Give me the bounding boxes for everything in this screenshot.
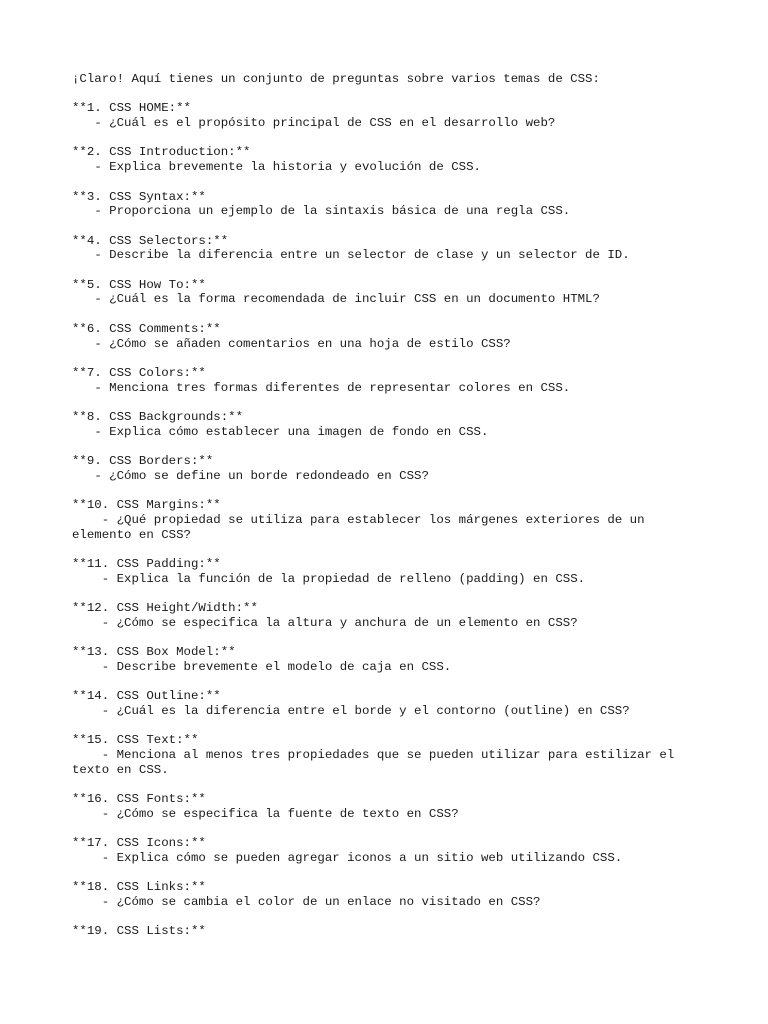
question-title: **16. CSS Fonts:** <box>72 792 206 807</box>
question-list <box>72 101 712 939</box>
question-item <box>72 645 712 674</box>
question-item <box>72 278 712 307</box>
question-item <box>72 145 712 174</box>
question-item <box>72 557 712 586</box>
question-title: **9. CSS Borders:** <box>72 454 214 469</box>
question-item <box>72 689 712 718</box>
question-title: **8. CSS Backgrounds:** <box>72 410 244 425</box>
question-body: - ¿Qué propiedad se utiliza para establecer los márgenes exteriores de un elemento en CSS? <box>72 512 645 542</box>
question-item <box>72 836 712 865</box>
question-body: - Proporciona un ejemplo de la sintaxis básica de una regla CSS. <box>72 204 571 219</box>
question-title: **4. CSS Selectors:** <box>72 233 229 248</box>
question-body: - Describe la diferencia entre un selector de clase y un selector de ID. <box>72 248 630 263</box>
question-title: **17. CSS Icons:** <box>72 836 206 851</box>
question-item <box>72 322 712 351</box>
question-title: **12. CSS Height/Width:** <box>72 601 258 616</box>
question-item <box>72 792 712 821</box>
question-body: - ¿Cuál es la forma recomendada de incluir CSS en un documento HTML? <box>72 292 600 307</box>
question-title: **14. CSS Outline:** <box>72 689 221 704</box>
document-page <box>72 72 712 954</box>
question-title: **15. CSS Text:** <box>72 733 199 748</box>
question-title: **13. CSS Box Model:** <box>72 645 236 660</box>
question-item <box>72 101 712 130</box>
question-title: **19. CSS Lists:** <box>72 924 206 939</box>
question-body: - ¿Cómo se cambia el color de un enlace no visitado en CSS? <box>72 895 541 910</box>
question-title: **11. CSS Padding:** <box>72 557 221 572</box>
question-body: - Menciona al menos tres propiedades que se pueden utilizar para estilizar el texto en CSS. <box>72 748 675 777</box>
question-item <box>72 234 712 263</box>
question-item <box>72 733 712 777</box>
question-item <box>72 190 712 219</box>
question-body: - Explica la función de la propiedad de relleno (padding) en CSS. <box>72 571 586 586</box>
question-item <box>72 880 712 909</box>
question-body: - Explica cómo se pueden agregar iconos a un sitio web utilizando CSS. <box>72 851 623 865</box>
question-body: - ¿Cómo se especifica la altura y anchura de un elemento en CSS? <box>72 615 578 630</box>
question-item <box>72 454 712 483</box>
question-title: **2. CSS Introduction:** <box>72 145 251 160</box>
question-title: **1. CSS HOME:** <box>72 101 191 116</box>
question-title: **3. CSS Syntax:** <box>72 189 206 204</box>
question-body: - ¿Cómo se define un borde redondeado en CSS? <box>72 468 429 483</box>
question-body: - Explica brevemente la historia y evolución de CSS. <box>72 160 481 175</box>
question-title: **10. CSS Margins:** <box>72 498 221 513</box>
question-title: **18. CSS Links:** <box>72 880 206 895</box>
question-item <box>72 498 712 542</box>
question-body: - ¿Cuál es el propósito principal de CSS en el desarrollo web? <box>72 116 556 131</box>
question-body: - ¿Cómo se especifica la fuente de texto en CSS? <box>72 806 459 821</box>
question-item <box>72 601 712 630</box>
question-body: - Menciona tres formas diferentes de representar colores en CSS. <box>72 380 571 395</box>
question-title: **7. CSS Colors:** <box>72 365 206 380</box>
question-item <box>72 410 712 439</box>
question-item <box>72 366 712 395</box>
question-body: - Describe brevemente el modelo de caja en CSS. <box>72 659 452 674</box>
question-title: **5. CSS How To:** <box>72 277 206 292</box>
question-body: - ¿Cómo se añaden comentarios en una hoja de estilo CSS? <box>72 336 511 351</box>
question-body: - Explica cómo establecer una imagen de fondo en CSS. <box>72 424 489 439</box>
question-body: - ¿Cuál es la diferencia entre el borde y el contorno (outline) en CSS? <box>72 704 630 719</box>
question-title: **6. CSS Comments:** <box>72 321 221 336</box>
intro-text: ¡Claro! Aquí tienes un conjunto de preguntas sobre varios temas de CSS: <box>72 72 600 86</box>
question-item <box>72 924 712 939</box>
